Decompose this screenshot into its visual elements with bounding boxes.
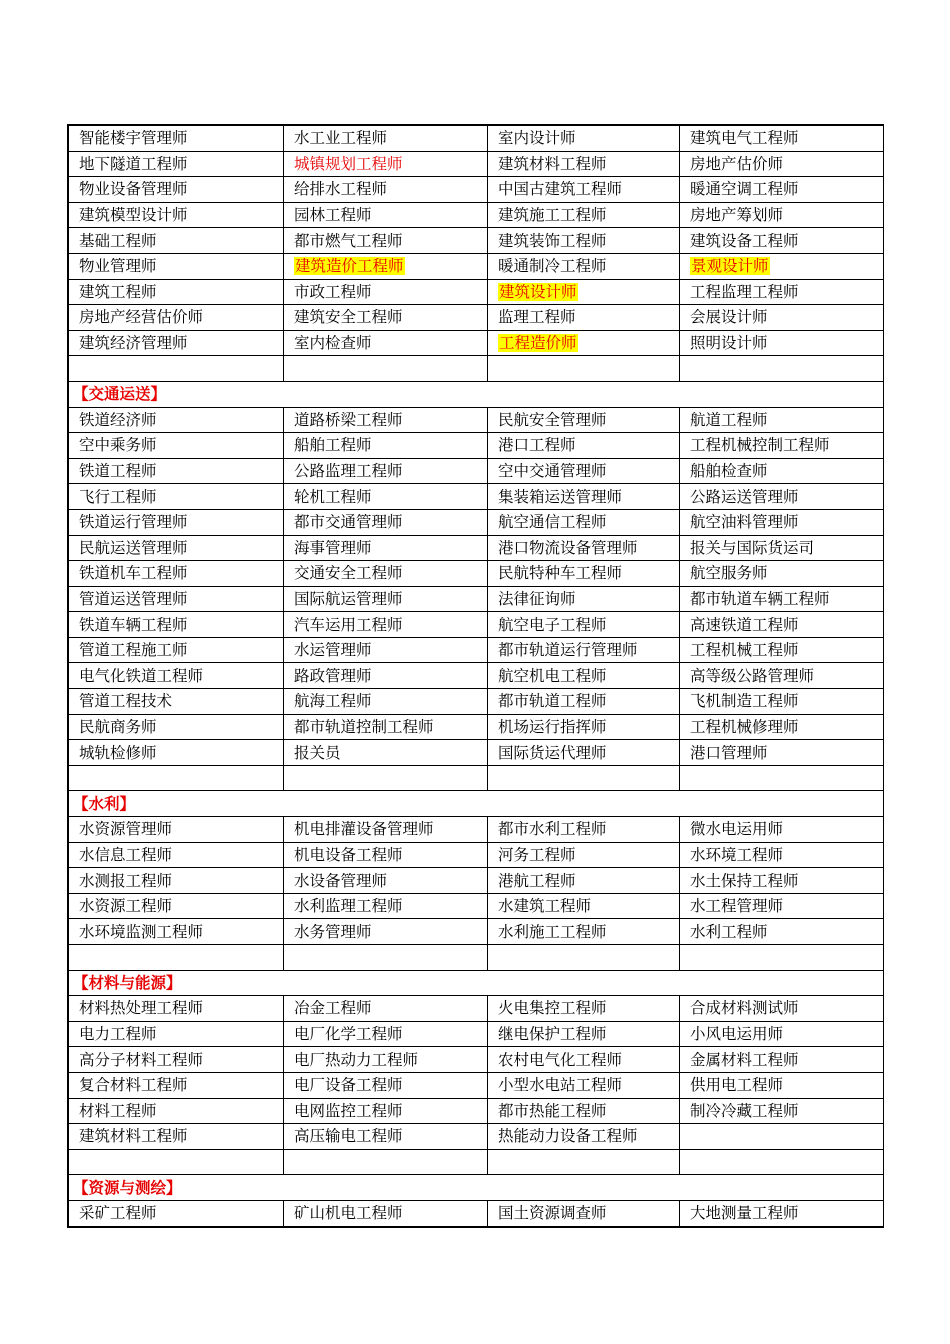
- table-cell: 水工业工程师: [284, 126, 488, 152]
- table-row: [69, 305, 884, 331]
- table-cell: 机电排灌设备管理师: [284, 817, 488, 843]
- table-cell: 照明设计师: [680, 330, 884, 356]
- table-cell: 工程机械修理师: [680, 714, 884, 740]
- table-cell: 民航安全管理师: [488, 407, 680, 433]
- table-row: [69, 945, 884, 971]
- table-row: [69, 586, 884, 612]
- table-row: [69, 1098, 884, 1124]
- table-cell: 报关与国际货运司: [680, 535, 884, 561]
- table-cell: 中国古建筑工程师: [488, 177, 680, 203]
- table-cell: 铁道运行管理师: [69, 509, 284, 535]
- table-row: [69, 151, 884, 177]
- table-row: [69, 126, 884, 152]
- table-cell: [69, 1149, 284, 1175]
- table-cell: 室内检查师: [284, 330, 488, 356]
- table-cell: 水土保持工程师: [680, 868, 884, 894]
- table-cell: 小风电运用师: [680, 1021, 884, 1047]
- table-cell: [284, 945, 488, 971]
- table-cell: 水测报工程师: [69, 868, 284, 894]
- table-cell: 水务管理师: [284, 919, 488, 945]
- job-title-table: [68, 125, 884, 1227]
- table-cell: 园林工程师: [284, 202, 488, 228]
- table-cell: 水设备管理师: [284, 868, 488, 894]
- table-row: [69, 458, 884, 484]
- table-cell: [69, 945, 284, 971]
- table-cell: 水利施工工程师: [488, 919, 680, 945]
- table-cell: 暖通制冷工程师: [488, 253, 680, 279]
- table-cell: 制冷冷藏工程师: [680, 1098, 884, 1124]
- section-header: 【交通运送】: [69, 381, 884, 407]
- section-header: 【材料与能源】: [69, 970, 884, 996]
- table-cell: 热能动力设备工程师: [488, 1124, 680, 1150]
- table-row: [69, 407, 884, 433]
- table-cell: [488, 945, 680, 971]
- table-row: [69, 202, 884, 228]
- table-cell: 飞行工程师: [69, 484, 284, 510]
- table-cell: 智能楼宇管理师: [69, 126, 284, 152]
- table-cell: 建筑电气工程师: [680, 126, 884, 152]
- section-header-row: [69, 970, 884, 996]
- table-cell: 建筑设备工程师: [680, 228, 884, 254]
- table-row: [69, 561, 884, 587]
- table-cell: 汽车运用工程师: [284, 612, 488, 638]
- table-cell: 高分子材料工程师: [69, 1047, 284, 1073]
- table-cell: 复合材料工程师: [69, 1072, 284, 1098]
- table-row: [69, 279, 884, 305]
- table-cell: 物业管理师: [69, 253, 284, 279]
- table-cell: 工程机械工程师: [680, 637, 884, 663]
- table-row: [69, 919, 884, 945]
- table-cell: 电厂化学工程师: [284, 1021, 488, 1047]
- table-cell: 合成材料测试师: [680, 996, 884, 1022]
- table-cell: 都市轨道控制工程师: [284, 714, 488, 740]
- table-cell: 会展设计师: [680, 305, 884, 331]
- table-row: [69, 714, 884, 740]
- table-cell: 铁道经济师: [69, 407, 284, 433]
- table-cell: 路政管理师: [284, 663, 488, 689]
- table-cell: 给排水工程师: [284, 177, 488, 203]
- table-cell: 水资源工程师: [69, 893, 284, 919]
- table-cell: 供用电工程师: [680, 1072, 884, 1098]
- table-cell: 船舶检查师: [680, 458, 884, 484]
- table-cell: 高压输电工程师: [284, 1124, 488, 1150]
- table-cell: 城镇规划工程师: [284, 151, 488, 177]
- table-cell: 农村电气化工程师: [488, 1047, 680, 1073]
- table-cell: 铁道工程师: [69, 458, 284, 484]
- table-cell: [680, 945, 884, 971]
- table-cell: [680, 1124, 884, 1150]
- table-cell: 都市燃气工程师: [284, 228, 488, 254]
- table-cell: [680, 1149, 884, 1175]
- table-cell: 建筑工程师: [69, 279, 284, 305]
- table-row: [69, 996, 884, 1022]
- table-cell: 港航工程师: [488, 868, 680, 894]
- table-cell: 管道运送管理师: [69, 586, 284, 612]
- table-cell: 工程监理工程师: [680, 279, 884, 305]
- table-cell: 高速铁道工程师: [680, 612, 884, 638]
- section-header-row: [69, 381, 884, 407]
- table-row: [69, 663, 884, 689]
- table-cell: 水运管理师: [284, 637, 488, 663]
- table-cell: 船舶工程师: [284, 433, 488, 459]
- table-row: [69, 330, 884, 356]
- table-cell: 房地产估价师: [680, 151, 884, 177]
- table-cell: 电力工程师: [69, 1021, 284, 1047]
- table-cell: 监理工程师: [488, 305, 680, 331]
- table-row: [69, 228, 884, 254]
- table-cell: [488, 330, 680, 356]
- table-cell: 机场运行指挥师: [488, 714, 680, 740]
- table-cell: 轮机工程师: [284, 484, 488, 510]
- table-row: [69, 1072, 884, 1098]
- table-cell: 法律征询师: [488, 586, 680, 612]
- table-cell: 小型水电站工程师: [488, 1072, 680, 1098]
- table-cell: 矿山机电工程师: [284, 1200, 488, 1226]
- table-cell: 电气化铁道工程师: [69, 663, 284, 689]
- table-cell: 港口物流设备管理师: [488, 535, 680, 561]
- table-cell: 水利监理工程师: [284, 893, 488, 919]
- table-row: [69, 484, 884, 510]
- table-cell: 材料热处理工程师: [69, 996, 284, 1022]
- table-cell: 报关员: [284, 740, 488, 766]
- table-cell: 铁道机车工程师: [69, 561, 284, 587]
- table-cell: 管道工程施工师: [69, 637, 284, 663]
- table-cell: 市政工程师: [284, 279, 488, 305]
- table-cell: 交通安全工程师: [284, 561, 488, 587]
- table-cell: 建筑装饰工程师: [488, 228, 680, 254]
- table-cell: 航空服务师: [680, 561, 884, 587]
- table-cell: [488, 356, 680, 382]
- table-cell: 民航运送管理师: [69, 535, 284, 561]
- table-cell: [284, 253, 488, 279]
- table-cell: 建筑施工工程师: [488, 202, 680, 228]
- table-cell: [69, 765, 284, 791]
- table-cell: [488, 279, 680, 305]
- table-cell: 继电保护工程师: [488, 1021, 680, 1047]
- table-cell: 铁道车辆工程师: [69, 612, 284, 638]
- table-cell: [284, 1149, 488, 1175]
- table-cell: 采矿工程师: [69, 1200, 284, 1226]
- table-cell: [488, 765, 680, 791]
- table-cell: 航空电子工程师: [488, 612, 680, 638]
- table-cell: 都市轨道车辆工程师: [680, 586, 884, 612]
- table-cell: 地下隧道工程师: [69, 151, 284, 177]
- table-cell: 民航商务师: [69, 714, 284, 740]
- table-row: [69, 740, 884, 766]
- table-cell: 建筑材料工程师: [69, 1124, 284, 1150]
- table-cell: [680, 356, 884, 382]
- table-cell: 水建筑工程师: [488, 893, 680, 919]
- table-cell: 房地产经营估价师: [69, 305, 284, 331]
- table-cell: 都市轨道运行管理师: [488, 637, 680, 663]
- section-header: 【资源与测绘】: [69, 1175, 884, 1201]
- highlighted-job-title: 景观设计师: [691, 257, 769, 276]
- table-cell: [284, 765, 488, 791]
- table-cell: 公路运送管理师: [680, 484, 884, 510]
- table-cell: 水利工程师: [680, 919, 884, 945]
- table-cell: 大地测量工程师: [680, 1200, 884, 1226]
- table-row: [69, 1124, 884, 1150]
- table-cell: 空中乘务师: [69, 433, 284, 459]
- table-cell: 国土资源调查师: [488, 1200, 680, 1226]
- table-row: [69, 689, 884, 715]
- table-cell: 机电设备工程师: [284, 842, 488, 868]
- section-header-row: [69, 1175, 884, 1201]
- table-cell: 建筑模型设计师: [69, 202, 284, 228]
- table-cell: 水环境工程师: [680, 842, 884, 868]
- table-cell: [488, 1149, 680, 1175]
- highlighted-job-title: 建筑设计师: [499, 282, 577, 301]
- table-cell: 建筑安全工程师: [284, 305, 488, 331]
- table-cell: 公路监理工程师: [284, 458, 488, 484]
- table-cell: [680, 765, 884, 791]
- table-cell: 都市热能工程师: [488, 1098, 680, 1124]
- table-cell: 港口管理师: [680, 740, 884, 766]
- table-cell: 水信息工程师: [69, 842, 284, 868]
- table-cell: 房地产筹划师: [680, 202, 884, 228]
- table-cell: 基础工程师: [69, 228, 284, 254]
- table-cell: 集装箱运送管理师: [488, 484, 680, 510]
- table-cell: 航海工程师: [284, 689, 488, 715]
- table-cell: 空中交通管理师: [488, 458, 680, 484]
- table-row: [69, 868, 884, 894]
- table-cell: 水资源管理师: [69, 817, 284, 843]
- table-cell: 材料工程师: [69, 1098, 284, 1124]
- highlighted-job-title: 建筑造价工程师: [295, 257, 404, 276]
- table-row: [69, 817, 884, 843]
- table-row: [69, 1200, 884, 1226]
- table-cell: 飞机制造工程师: [680, 689, 884, 715]
- table-row: [69, 842, 884, 868]
- job-title-table-sheet: [67, 124, 884, 1228]
- table-cell: 建筑经济管理师: [69, 330, 284, 356]
- table-row: [69, 1149, 884, 1175]
- section-header-row: [69, 791, 884, 817]
- table-row: [69, 612, 884, 638]
- table-cell: 金属材料工程师: [680, 1047, 884, 1073]
- section-header: 【水利】: [69, 791, 884, 817]
- table-row: [69, 509, 884, 535]
- table-row: [69, 1047, 884, 1073]
- table-cell: 微水电运用师: [680, 817, 884, 843]
- table-cell: 海事管理师: [284, 535, 488, 561]
- table-cell: [69, 356, 284, 382]
- table-cell: 河务工程师: [488, 842, 680, 868]
- table-cell: 国际货运代理师: [488, 740, 680, 766]
- table-cell: 水环境监测工程师: [69, 919, 284, 945]
- table-cell: 电厂热动力工程师: [284, 1047, 488, 1073]
- table-cell: 航空机电工程师: [488, 663, 680, 689]
- table-cell: 物业设备管理师: [69, 177, 284, 203]
- table-cell: 航道工程师: [680, 407, 884, 433]
- table-cell: 航空通信工程师: [488, 509, 680, 535]
- table-cell: 都市水利工程师: [488, 817, 680, 843]
- table-row: [69, 433, 884, 459]
- highlighted-job-title: 工程造价师: [499, 334, 577, 353]
- table-cell: 电网监控工程师: [284, 1098, 488, 1124]
- table-cell: 工程机械控制工程师: [680, 433, 884, 459]
- table-cell: 道路桥梁工程师: [284, 407, 488, 433]
- table-cell: 暖通空调工程师: [680, 177, 884, 203]
- table-cell: 室内设计师: [488, 126, 680, 152]
- table-cell: 火电集控工程师: [488, 996, 680, 1022]
- table-row: [69, 1021, 884, 1047]
- table-row: [69, 253, 884, 279]
- table-row: [69, 765, 884, 791]
- table-cell: 城轨检修师: [69, 740, 284, 766]
- table-cell: 港口工程师: [488, 433, 680, 459]
- table-cell: 高等级公路管理师: [680, 663, 884, 689]
- table-row: [69, 637, 884, 663]
- table-row: [69, 356, 884, 382]
- table-cell: 国际航运管理师: [284, 586, 488, 612]
- table-cell: 都市轨道工程师: [488, 689, 680, 715]
- table-cell: [680, 253, 884, 279]
- table-cell: 民航特种车工程师: [488, 561, 680, 587]
- table-cell: 水工程管理师: [680, 893, 884, 919]
- table-cell: 冶金工程师: [284, 996, 488, 1022]
- table-cell: [284, 356, 488, 382]
- table-row: [69, 535, 884, 561]
- table-cell: 航空油料管理师: [680, 509, 884, 535]
- table-row: [69, 893, 884, 919]
- table-cell: 都市交通管理师: [284, 509, 488, 535]
- table-cell: 电厂设备工程师: [284, 1072, 488, 1098]
- table-cell: 管道工程技术: [69, 689, 284, 715]
- table-cell: 建筑材料工程师: [488, 151, 680, 177]
- table-row: [69, 177, 884, 203]
